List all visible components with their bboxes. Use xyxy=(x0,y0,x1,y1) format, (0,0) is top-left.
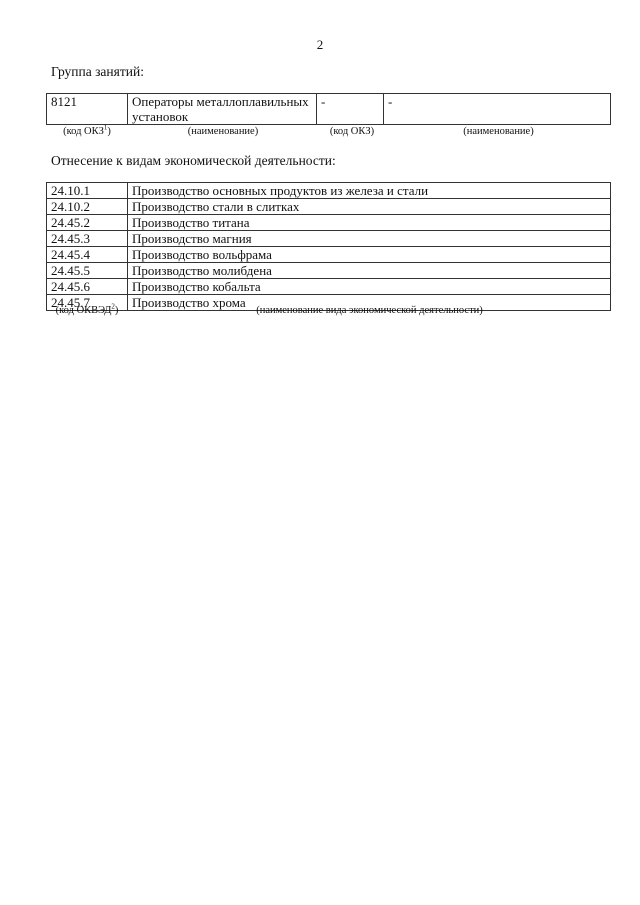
table-row xyxy=(47,231,611,247)
table-row xyxy=(47,279,611,295)
okved-name-caption: (наименование вида экономической деятельности) xyxy=(256,305,483,316)
okved-code-cell: 24.45.5 xyxy=(47,263,128,279)
okved-name-cell: Производство стали в слитках xyxy=(128,199,611,215)
occupation-group-table xyxy=(46,93,611,125)
economic-activity-table xyxy=(46,182,611,311)
okz-code-2-cell: - xyxy=(317,94,384,125)
page-number: 2 xyxy=(316,37,324,52)
okz-code-2-caption: (код ОКЗ) xyxy=(329,126,375,137)
okved-code-caption: (код ОКВЭД$^2$) xyxy=(55,302,119,316)
okved-name-cell: Производство кобальта xyxy=(128,279,611,295)
table-row xyxy=(47,247,611,263)
table-row xyxy=(47,199,611,215)
table-row xyxy=(47,263,611,279)
okved-code-cell: 24.45.4 xyxy=(47,247,128,263)
okved-code-cell: 24.10.2 xyxy=(47,199,128,215)
okz-code-cell: 8121 xyxy=(47,94,128,125)
okved-code-cell: 24.10.1 xyxy=(47,183,128,199)
okz-name-cell: Операторы металлоплавильных установок xyxy=(128,94,317,125)
okved-name-cell: Производство титана xyxy=(128,215,611,231)
table-row xyxy=(47,183,611,199)
okved-code-cell: 24.45.3 xyxy=(47,231,128,247)
okved-code-cell: 24.45.6 xyxy=(47,279,128,295)
okz-name-2-cell: - xyxy=(384,94,611,125)
okz-name-2-caption: (наименование) xyxy=(463,126,534,137)
occupation-group-heading: Группа занятий: xyxy=(51,64,144,79)
okz-name-caption: (наименование) xyxy=(187,126,259,137)
okved-name-cell: Производство магния xyxy=(128,231,611,247)
okved-name-cell: Производство вольфрама xyxy=(128,247,611,263)
okved-code-cell: 24.45.2 xyxy=(47,215,128,231)
okved-code-cell: 24.45.7 xyxy=(47,295,128,311)
table-row xyxy=(47,94,611,125)
okved-name-cell: Производство молибдена xyxy=(128,263,611,279)
table-row xyxy=(47,215,611,231)
okz-code-caption: (код ОКЗ$^1$) xyxy=(63,123,111,137)
okved-name-cell: Производство основных продуктов из железа и стали xyxy=(128,183,611,199)
okved-name-cell: Производство хрома xyxy=(128,295,611,311)
economic-activity-heading: Отнесение к видам экономической деятельности: xyxy=(51,153,336,168)
